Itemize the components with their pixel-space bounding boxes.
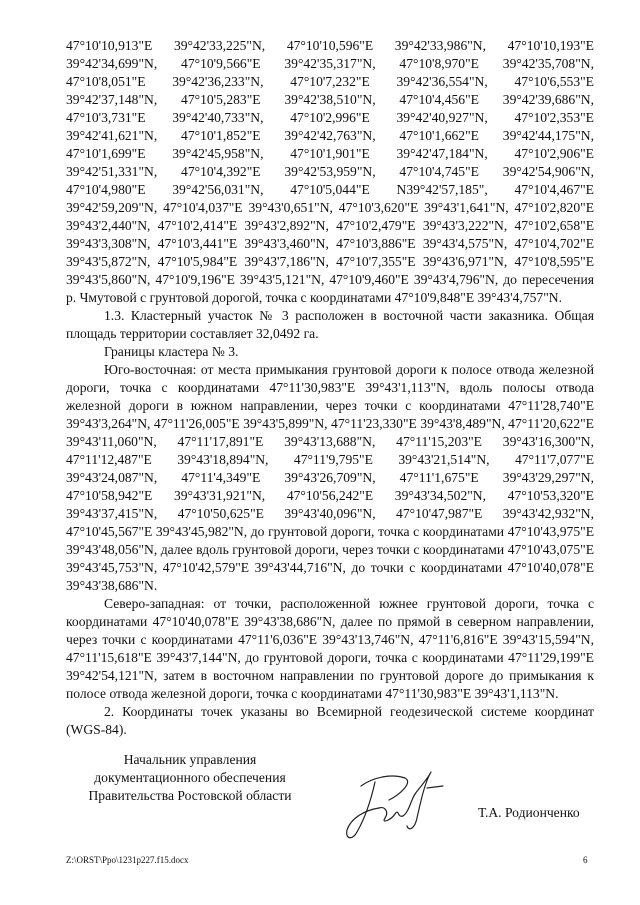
signatory-position <box>70 751 310 805</box>
footer-page-number: 6 <box>583 855 588 865</box>
paragraph-cluster-3-intro: 1.3. Кластерный участок № 3 расположен в восточной части заказника. Общая площадь территории составляет 32,0492 га. <box>66 308 594 341</box>
position-line: Правительства Ростовской области <box>88 788 292 803</box>
paragraph-south-east-boundary: Юго-восточная: от места примыкания грунтовой дороги к полосе отвода железной дороги, точка с координатами 47°11'30,983"E 39°43'1,113"N, вдоль полосы отвода железной дороги в южном направлении, через точки с координатами 47°11'28,740"E 39°43'3,264"N, 47°11'26,005"E 39°43'5,899"N, 47°11'23,330"E 39°43'8,489"N, 47°11'20,622"E 39°43'11,060"N, 47°11'17,891"E 39°43'13,688"N, 47°11'15,203"E 39°43'16,300"N, 47°11'12,487"E 39°43'18,894"N, 47°11'9,795"E 39°43'21,514"N, 47°11'7,077"E 39°43'24,087"N, 47°11'4,349"E 39°43'26,709"N, 47°11'1,675"E 39°43'29,297"N, 47°10'58,942"E 39°43'31,921"N, 47°10'56,242"E 39°43'34,502"N, 47°10'53,320"E 39°43'37,415"N, 47°10'50,625"E 39°43'40,096"N, 47°10'47,987"E 39°43'42,932"N, 47°10'45,567"E 39°43'45,982"N, до грунтовой дороги, точка с координатами 47°10'43,975"E 39°43'48,056"N, далее вдоль грунтовой дороги, через точки с координатами 47°10'43,075"E 39°43'45,753"N, 47°10'42,579"E 39°43'44,716"N, до точки с координатами 47°10'40,078"E 39°43'38,686"N. <box>66 362 594 593</box>
paragraph-cluster-3-heading: Границы кластера № 3. <box>104 344 239 359</box>
paragraph-north-west-boundary: Северо-западная: от точки, расположенной южнее грунтовой дороги, точка с координатами 47°10'40,078"E 39°43'38,686"N, далее по прямой в северном направлении, через точки с координатами 47°11'6,036"E 39°43'13,746"N, 47°11'6,816"E 39°43'15,594"N, 47°11'15,618"E 39°43'7,144"N, до грунтовой дороги, точка с координатами 47°11'29,199"E 39°42'54,121"N, затем в восточном направлении по грунтовой дороге до примыкания к полосе отвода железной дороги, точка с координатами 47°11'30,983"E 39°43'1,113"N. <box>66 596 594 701</box>
position-line: документационного обеспечения <box>94 770 286 785</box>
signatory-name: Т.А. Родионченко <box>478 805 580 820</box>
handwritten-signature <box>335 760 455 850</box>
paragraph-coordinates-continued: 47°10'10,913"E 39°42'33,225"N, 47°10'10,596"E 39°42'33,986"N, 47°10'10,193"E 39°42'34,699"N, 47°10'9,566"E 39°42'35,317"N, 47°10'8,970"E 39°42'35,708"N, 47°10'8,051"E 39°42'36,233"N, 47°10'7,232"E 39°42'36,554"N, 47°10'6,553"E 39°42'37,148"N, 47°10'5,283"E 39°42'38,510"N, 47°10'4,456"E 39°42'39,686"N, 47°10'3,731"E 39°42'40,733"N, 47°10'2,996"E 39°42'40,927"N, 47°10'2,353"E 39°42'41,621"N, 47°10'1,852"E 39°42'42,763"N, 47°10'1,662"E 39°42'44,175"N, 47°10'1,699"E 39°42'45,958"N, 47°10'1,901"E 39°42'47,184"N, 47°10'2,906"E 39°42'51,331"N, 47°10'4,392"E 39°42'53,959"N, 47°10'4,745"E 39°42'54,906"N, 47°10'4,980"E 39°42'56,031"N, 47°10'5,044"E N39°42'57,185", 47°10'4,467"E 39°42'59,209"N, 47°10'4,037"E 39°43'0,651"N, 47°10'3,620"E 39°43'1,641"N, 47°10'2,820"E 39°43'2,440"N, 47°10'2,414"E 39°43'2,892"N, 47°10'2,479"E 39°43'3,222"N, 47°10'2,658"E 39°43'3,308"N, 47°10'3,441"E 39°43'3,460"N, 47°10'3,886"E 39°43'4,575"N, 47°10'4,702"E 39°43'5,872"N, 47°10'5,984"E 39°43'7,186"N, 47°10'7,355"E 39°43'6,971"N, 47°10'8,595"E 39°43'5,860"N, 47°10'9,196"E 39°43'5,121"N, 47°10'9,460"E 39°43'4,796"N, до пересечения р. Чмутовой с грунтовой дорогой, точка с координатами 47°10'9,848"E 39°43'4,757"N. <box>66 38 594 305</box>
body-text <box>66 37 594 739</box>
paragraph-coordinate-system: 2. Координаты точек указаны во Всемирной геодезической системе координат (WGS-84). <box>66 704 594 737</box>
footer-file-path: Z:\ORST\Ppo\1231p227.f15.docx <box>66 855 189 865</box>
position-line: Начальник управления <box>123 752 257 767</box>
